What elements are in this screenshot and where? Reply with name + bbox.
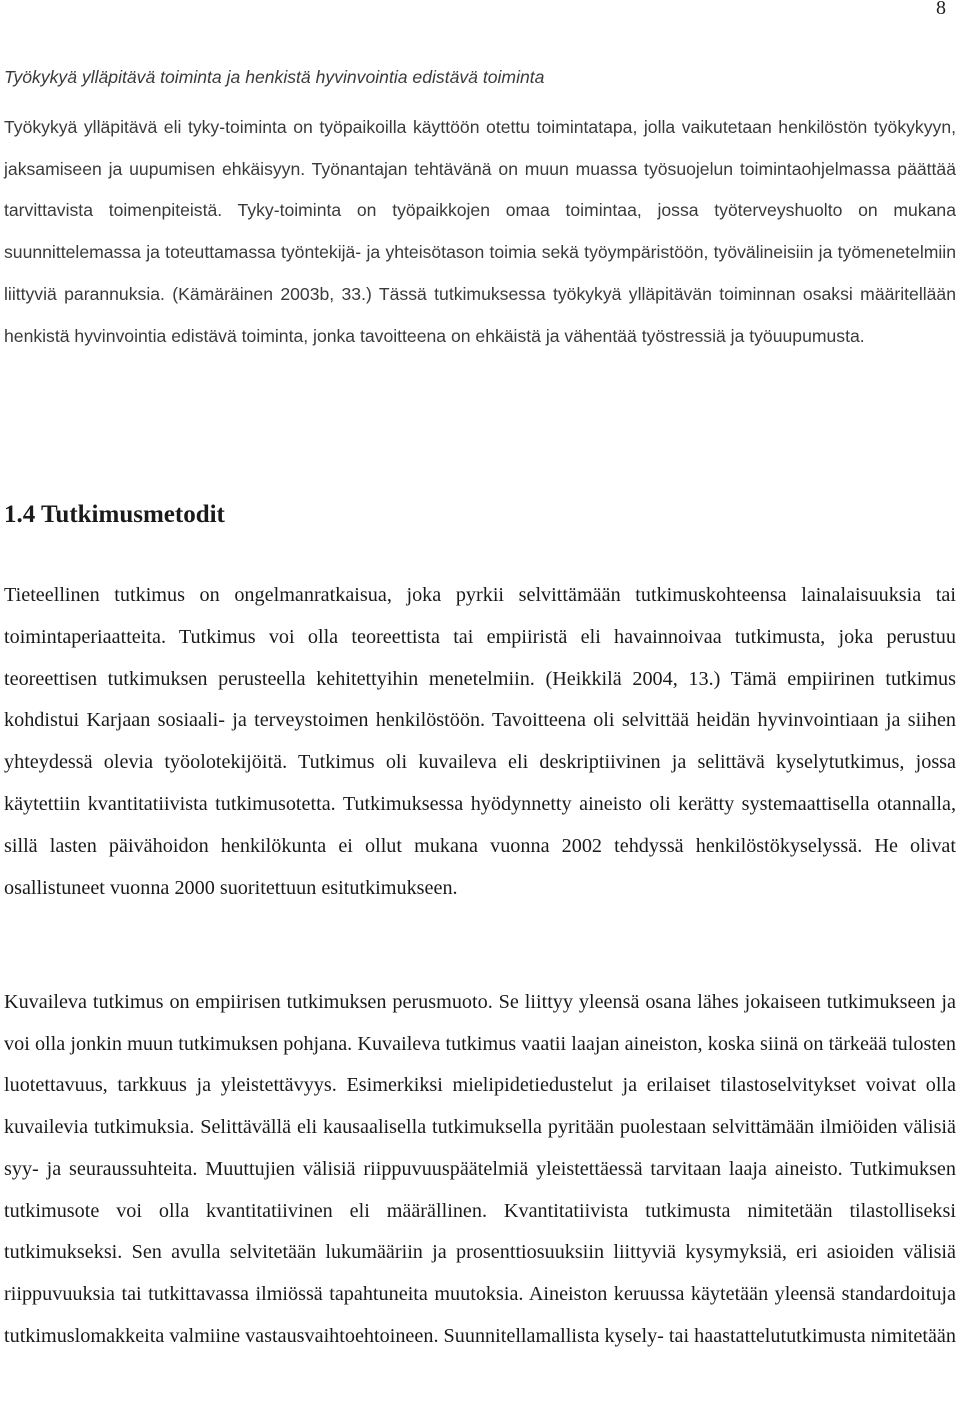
paragraph-kuvaileva: Kuvaileva tutkimus on empiirisen tutkimuksen perusmuoto. Se liittyy yleensä osana lähes jokaiseen tutkimukseen ja voi olla jonkin muun tutkimuksen pohjana. Kuvaileva tutkimus vaatii laajan aineiston, koska siinä on tärkeää tulosten luotettavuus, tarkkuus ja yleistettävyys. Esimerkiksi mielipidetiedustelut ja erilaiset tilastoselvitykset voivat olla kuvailevia tutkimuksia. Selittävällä eli kausaalisella tutkimuksella pyritään puolestaan selvittämään ilmiöiden välisiä syy- ja seuraussuhteita. Muuttujien välisiä riippuvuuspäätelmiä yleistettäessä tarvitaan laaja aineisto. Tutkimuksen tutkimusote voi olla kvantitatiivinen eli määrällinen. Kvantitatiivista tutkimusta nimitetään tilastolliseksi tutkimukseksi. Sen avulla selvitetään lukumääriin ja prosenttiosuuksiin liittyviä kysymyksiä, eri asioiden välisiä riippuvuuksia tai tutkittavassa ilmiössä tapahtuneita muutoksia. Aineiston keruussa käytetään yleensä standardoituja tutkimuslomakkeita valmiine vastausvaihtoehtoineen. Suunnitellamallista kysely- tai haastattelututkimusta nimitetään — [4, 991, 956, 1347]
paragraph-tutkimusmetodit: Tieteellinen tutkimus on ongelmanratkaisua, joka pyrkii selvittämään tutkimuskohteensa lainalaisuuksia tai toimintaperiaatteita. Tutkimus voi olla teoreettista tai empiiristä eli havainnoivaa tutkimusta, joka perustuu teoreettisen tutkimuksen perusteella kehitettyihin menetelmiin. (Heikkilä 2004, 13.) Tämä empiirinen tutkimus kohdistui Karjaan sosiaali- ja terveystoimen henkilöstöön. Tavoitteena oli selvittää heidän hyvinvointiaan ja siihen yhteydessä olevia työolotekijöitä. Tutkimus oli kuvaileva eli deskriptiivinen ja selittävä kyselytutkimus, jossa käytettiin kvantitatiivista tutkimusotetta. Tutkimuksessa hyödynnetty aineisto oli kerätty systemaattisella otannalla, sillä lasten päivähoidon henkilökunta ei ollut mukana vuonna 2002 tehdyssä henkilöstökyselyssä. He olivat osallistuneet vuonna 2000 suoritettuun esitutkimukseen. — [4, 584, 956, 899]
page-number: 8 — [936, 0, 946, 19]
paragraph-tyky: Työkykyä ylläpitävä eli tyky-toiminta on työpaikoilla käyttöön otettu toimintatapa, jolla vaikutetaan henkilöstön työkykyyn, jaksamiseen ja uupumisen ehkäisyyn. Työnantajan tehtävänä on muun muassa työsuojelun toimintaohjelmassa päättää tarvittavista toimenpiteistä. Tyky-toiminta on työpaikkojen omaa toimintaa, jossa työterveyshuolto on mukana suunnittelemassa ja toteuttamassa työntekijä- ja yhteisötason toimia sekä työympäristöön, työvälineisiin ja työmenetelmiin liittyviä parannuksia. (Kämäräinen 2003b, 33.) Tässä tutkimuksessa työkykyä ylläpitävän toiminnan osaksi määritellään henkistä hyvinvointia edistävä toiminta, jonka tavoitteena on ehkäistä ja vähentää työstressiä ja työuupumusta. — [4, 117, 956, 346]
section-title: Työkykyä ylläpitävä toiminta ja henkistä hyvinvointia edistävä toiminta — [4, 67, 545, 87]
section-heading: 1.4 Tutkimusmetodit — [4, 501, 225, 528]
